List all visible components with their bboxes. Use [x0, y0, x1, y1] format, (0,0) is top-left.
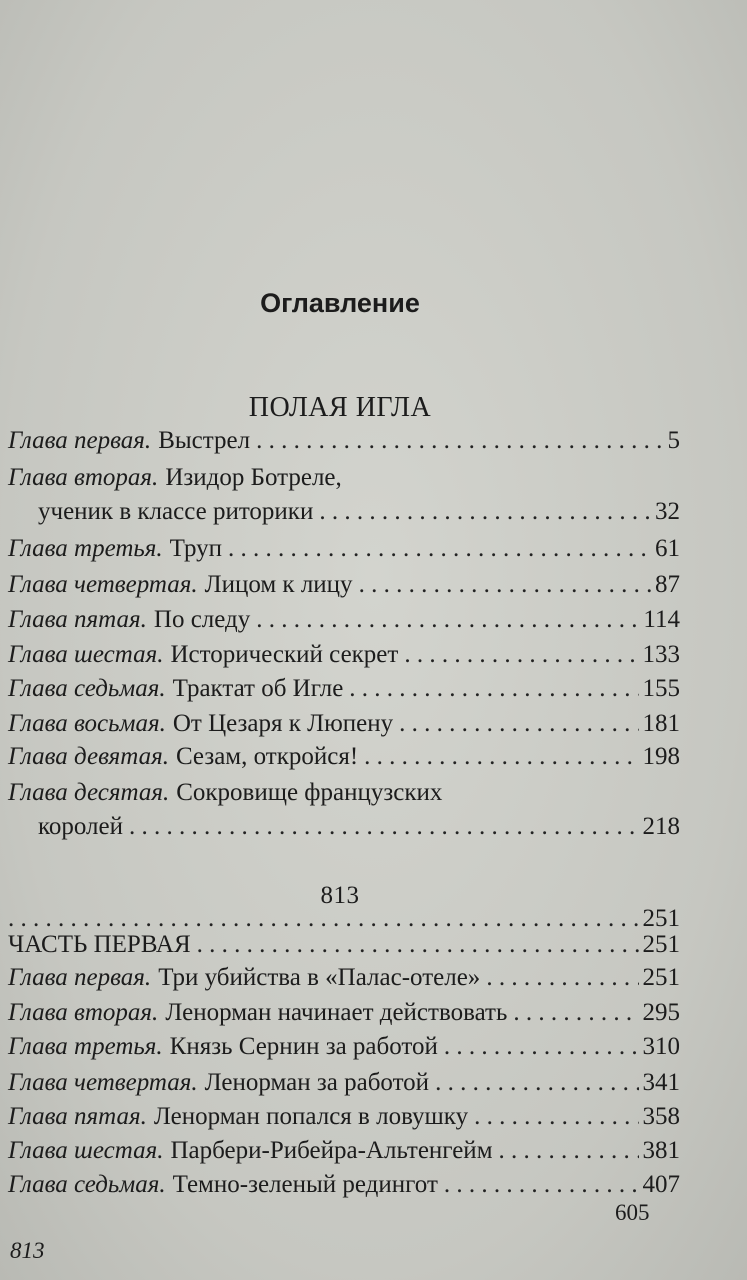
chapter-prefix: Глава седьмая. [8, 675, 166, 702]
toc-entry [8, 638, 680, 672]
dot-leader [435, 1066, 638, 1100]
dot-leader [399, 707, 638, 741]
page-number: 32 [655, 498, 680, 525]
chapter-prefix: Глава третья. [8, 1033, 163, 1060]
dot-leader [474, 1100, 638, 1134]
chapter-prefix: Глава шестая. [8, 641, 164, 668]
toc-entry [8, 1100, 680, 1134]
toc-entry [8, 532, 680, 566]
page-number: 198 [642, 743, 680, 770]
chapter-prefix: Глава седьмая. [8, 1171, 166, 1198]
toc-entry [8, 961, 680, 995]
page-number: 181 [642, 710, 680, 737]
page-number: 407 [642, 1171, 680, 1198]
part2-title: 813 [320, 882, 360, 909]
page-number: 87 [655, 571, 680, 598]
chapter-title: По следу [153, 606, 251, 633]
chapter-title: Сезам, откройся! [175, 743, 359, 770]
toc-entry [38, 495, 680, 529]
chapter-title: Трактат об Игле [172, 675, 344, 702]
chapter-prefix: Глава четвертая. [8, 1069, 198, 1096]
chapter-prefix: Глава пятая. [8, 1103, 147, 1130]
page-number: 218 [642, 813, 680, 840]
toc-entry [8, 928, 680, 962]
toc-entry [8, 740, 680, 774]
chapter-prefix: Глава вторая. [8, 464, 159, 491]
chapter-prefix: Глава восьмая. [8, 710, 166, 737]
chapter-title: королей [38, 813, 123, 840]
dot-leader [256, 603, 639, 637]
page-number: 251 [642, 905, 680, 932]
chapter-prefix: Глава десятая. [8, 779, 170, 806]
dot-leader [444, 1030, 639, 1064]
chapter-title: Князь Сернин за работой [169, 1033, 438, 1060]
toc-entry [8, 424, 680, 458]
page-number: 358 [642, 1103, 680, 1130]
dot-leader [359, 568, 651, 602]
chapter-title: Исторический секрет [170, 641, 399, 668]
toc-heading: Оглавление [260, 288, 420, 318]
dot-leader [228, 532, 651, 566]
page-number: 251 [642, 931, 680, 958]
page-number: 5 [667, 427, 680, 454]
chapter-title: Ленорман попался в ловушку [153, 1103, 469, 1130]
page-number: 61 [655, 535, 680, 562]
dot-leader [486, 961, 638, 995]
chapter-prefix: Глава третья. [8, 535, 163, 562]
chapter-title: Лицом к лицу [204, 571, 353, 598]
dot-leader [444, 1168, 639, 1202]
chapter-title: Три убийства в «Палас-отеле» [158, 964, 481, 991]
chapter-title: ученик в классе риторики [38, 498, 314, 525]
chapter-title: Ленорман за работой [204, 1069, 430, 1096]
page-number: 114 [643, 606, 680, 633]
chapter-title: Изидор Ботреле, [165, 464, 342, 491]
toc-entry [8, 707, 680, 741]
chapter-prefix: Глава пятая. [8, 606, 147, 633]
dot-leader [404, 638, 638, 672]
chapter-title: Ленорман начинает действовать [165, 999, 508, 1026]
chapter-title: Темно-зеленый редингот [172, 1171, 438, 1198]
toc-entry [38, 810, 680, 844]
chapter-prefix: Глава шестая. [8, 1137, 164, 1164]
page-number: 341 [642, 1069, 680, 1096]
toc-entry [8, 776, 680, 810]
chapter-prefix: Глава первая. [8, 427, 152, 454]
part1-title: ПОЛАЯ ИГЛА [248, 392, 432, 423]
dot-leader [319, 495, 651, 529]
chapter-prefix: Глава вторая. [8, 999, 159, 1026]
chapter-prefix: Глава девятая. [8, 743, 169, 770]
chapter-prefix: Глава четвертая. [8, 571, 198, 598]
page-number: 310 [642, 1033, 680, 1060]
dot-leader [364, 740, 638, 774]
chapter-title: Труп [169, 535, 223, 562]
chapter-title: Парбери-Рибейра-Альтенгейм [170, 1137, 493, 1164]
toc-entry [8, 672, 680, 706]
dot-leader [349, 672, 638, 706]
page-number-right: 605 [615, 1200, 650, 1225]
chapter-title: Сокровище французских [176, 779, 443, 806]
toc-entry [8, 603, 680, 637]
page-number: 295 [642, 999, 680, 1026]
toc-entry [8, 996, 680, 1030]
page-number-left: 813 [10, 1238, 45, 1263]
dot-leader [129, 810, 639, 844]
chapter-title: От Цезаря к Люпену [172, 710, 394, 737]
chapter-prefix: Глава первая. [8, 964, 152, 991]
toc-entry [8, 461, 680, 495]
page-number: 155 [642, 675, 680, 702]
toc-entry [8, 1030, 680, 1064]
page-number: 381 [642, 1137, 680, 1164]
toc-entry [8, 1066, 680, 1100]
dot-leader [499, 1134, 639, 1168]
page-number: 251 [642, 964, 680, 991]
page-number: 133 [642, 641, 680, 668]
toc-entry [8, 1134, 680, 1168]
dot-leader [513, 996, 638, 1030]
toc-entry [8, 568, 680, 602]
toc-entry [8, 1168, 680, 1202]
dot-leader [256, 424, 663, 458]
chapter-title: Выстрел [158, 427, 251, 454]
part-title: ЧАСТЬ ПЕРВАЯ [8, 931, 191, 958]
dot-leader [197, 928, 639, 962]
